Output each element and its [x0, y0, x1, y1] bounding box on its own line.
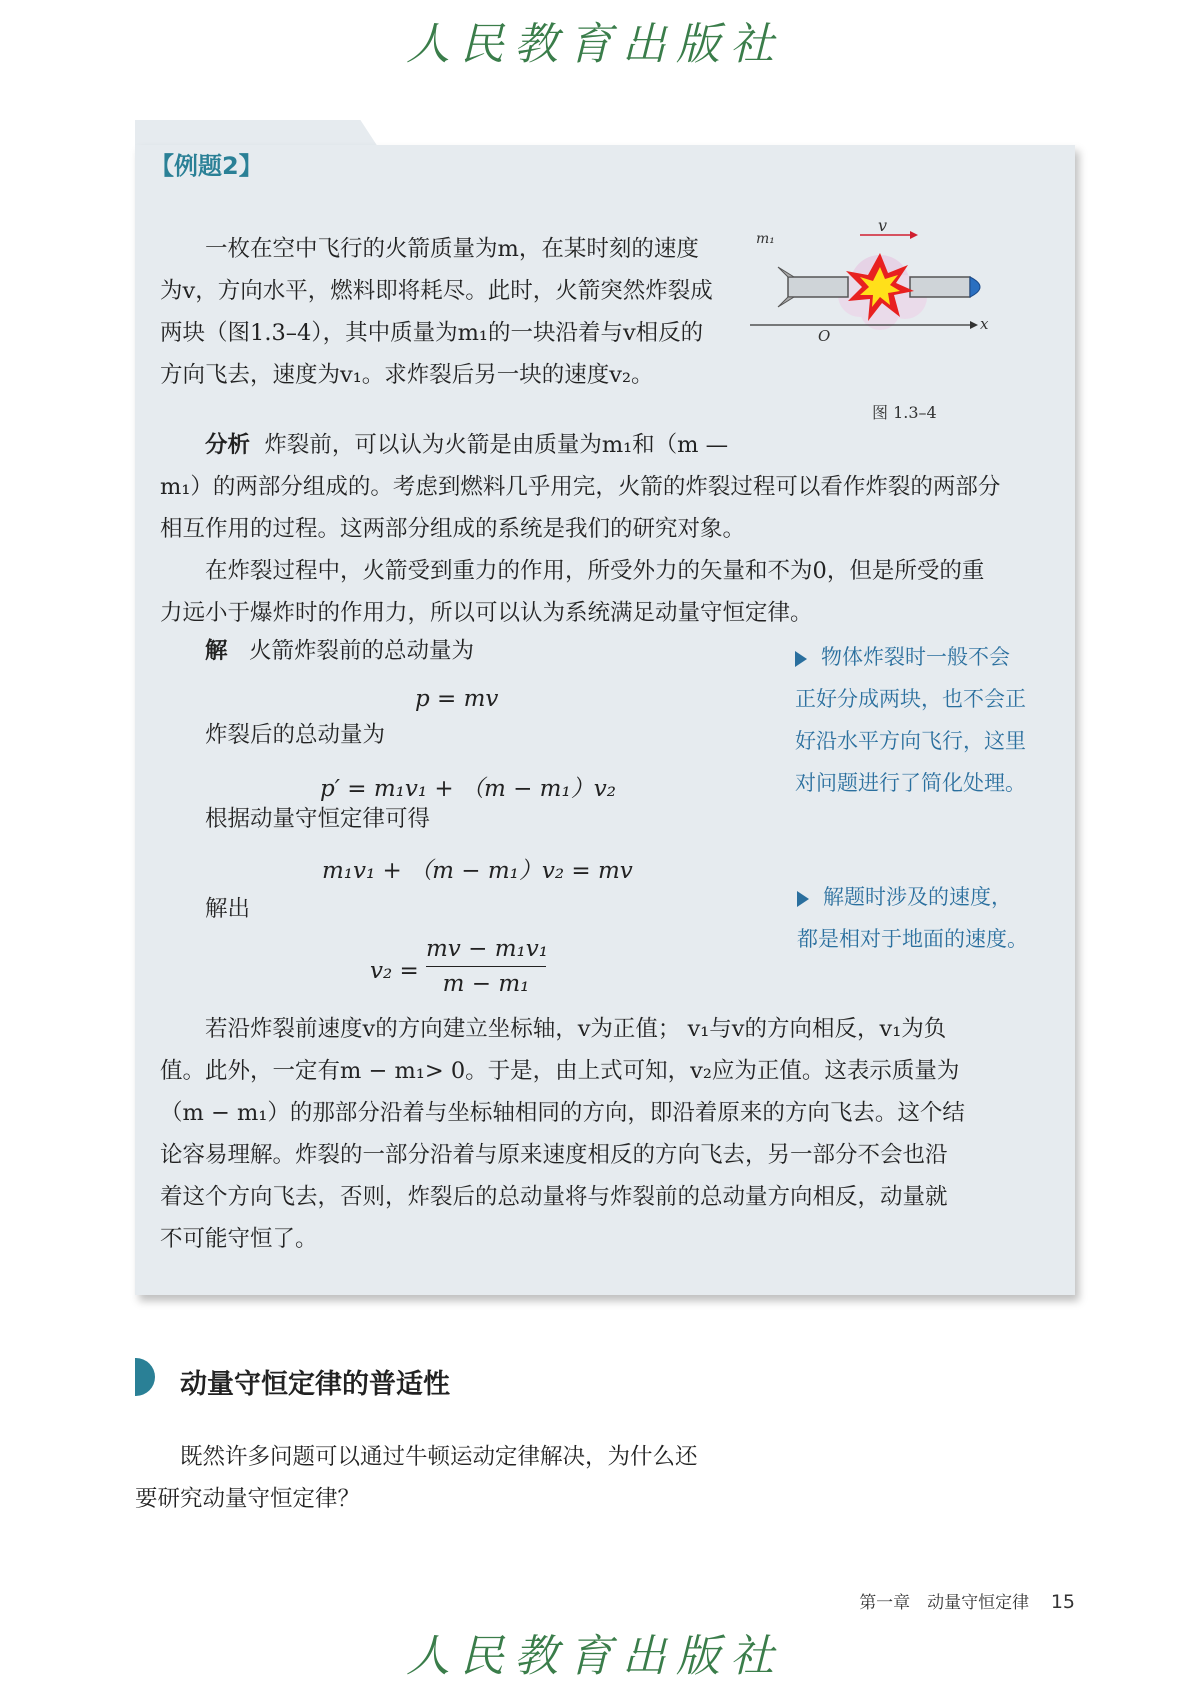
chapter-label: 第一章 动量守恒定律 — [859, 1593, 1030, 1613]
page-number: 15 — [1050, 1591, 1075, 1613]
rocket-left-piece — [778, 267, 848, 307]
conclusion-line: 论容易理解。炸裂的一部分沿着与原来速度相反的方向飞去，另一部分不会也沿 — [160, 1142, 948, 1168]
publisher-logo-bottom: 人民教育出版社 — [406, 1631, 784, 1682]
triangle-marker-icon — [797, 891, 809, 907]
side-note-line: 物体炸裂时一般不会 — [821, 645, 1010, 669]
label-origin: O — [818, 327, 831, 345]
fraction-bar — [426, 966, 546, 967]
analysis-line: 炸裂前，可以认为火箭是由质量为m₁和（m — — [264, 432, 729, 458]
analysis-label: 分析 — [205, 432, 251, 458]
analysis-line: 相互作用的过程。这两部分组成的系统是我们的研究对象。 — [160, 516, 746, 542]
section-marker-icon — [135, 1358, 155, 1396]
figure-caption: 图 1.3–4 — [872, 403, 937, 422]
analysis-line: 在炸裂过程中，火箭受到重力的作用，所受外力的矢量和不为0，但是所受的重 — [205, 558, 985, 584]
analysis-text — [160, 424, 1060, 634]
equation-4-lhs: v₂ = — [370, 958, 419, 984]
problem-line: 两块（图1.3–4），其中质量为m₁的一块沿着与v相反的 — [160, 320, 704, 346]
conclusion-line: 不可能守恒了。 — [160, 1226, 318, 1252]
after-label: 炸裂后的总动量为 — [205, 722, 386, 748]
conclusion-line: 着这个方向飞去，否则，炸裂后的总动量将与炸裂前的总动量方向相反，动量就 — [160, 1184, 948, 1210]
solution-intro-text: 火箭炸裂前的总动量为 — [248, 638, 474, 664]
analysis-line: m₁）的两部分组成的。考虑到燃料几乎用完，火箭的炸裂过程可以看作炸裂的两部分 — [160, 474, 1001, 500]
equation-1: p = mv — [415, 686, 499, 712]
solution-intro — [205, 630, 474, 672]
problem-line: 为v，方向水平，燃料即将耗尽。此时，火箭突然炸裂成 — [160, 278, 713, 304]
side-note-1 — [795, 636, 1055, 804]
section-body — [135, 1436, 755, 1520]
label-v: v — [878, 216, 888, 235]
side-note-line: 都是相对于地面的速度。 — [797, 927, 1028, 951]
conclusion-text — [160, 1008, 1060, 1260]
rocket-explosion-figure — [756, 216, 1020, 365]
solution-label: 解 — [205, 638, 228, 664]
side-note-2 — [797, 876, 1057, 960]
label-x: x — [980, 315, 989, 333]
section-title: 动量守恒定律的普适性 — [180, 1369, 450, 1400]
side-note-line: 好沿水平方向飞行，这里 — [795, 729, 1026, 753]
equation-4-numerator: mv − m₁v₁ — [426, 936, 548, 962]
problem-line: 一枚在空中飞行的火箭质量为m，在某时刻的速度 — [205, 236, 699, 262]
problem-text — [160, 228, 760, 396]
conclusion-line: 若沿炸裂前速度v的方向建立坐标轴，v为正值； v₁与v的方向相反，v₁为负 — [205, 1016, 947, 1042]
problem-line: 方向飞去，速度为v₁。求炸裂后另一块的速度v₂。 — [160, 362, 654, 388]
publisher-logo-top: 人民教育出版社 — [406, 19, 784, 70]
label-m1: m₁ — [756, 231, 775, 247]
analysis-line: 力远小于爆炸时的作用力，所以可以认为系统满足动量守恒定律。 — [160, 600, 813, 626]
triangle-marker-icon — [795, 651, 807, 667]
side-note-line: 对问题进行了简化处理。 — [795, 771, 1026, 795]
section-line: 要研究动量守恒定律？ — [135, 1486, 361, 1512]
conclusion-line: （m − m₁）的那部分沿着与坐标轴相同的方向，即沿着原来的方向飞去。这个结 — [160, 1100, 965, 1126]
page-footer — [859, 1588, 1075, 1613]
example-title: 【例题2】 — [150, 152, 263, 180]
law-label: 根据动量守恒定律可得 — [205, 806, 431, 832]
solve-label: 解出 — [205, 896, 251, 922]
section-line: 既然许多问题可以通过牛顿运动定律解决，为什么还 — [180, 1444, 698, 1470]
rocket-right-piece — [910, 277, 980, 297]
conclusion-line: 值。此外，一定有m − m₁> 0。于是，由上式可知，v₂应为正值。这表示质量为 — [160, 1058, 960, 1084]
equation-3: m₁v₁ + （m − m₁）v₂ = mv — [322, 858, 633, 884]
equation-4-denominator: m − m₁ — [442, 971, 530, 997]
side-note-line: 正好分成两块，也不会正 — [795, 687, 1026, 711]
equation-2: p′ = m₁v₁ + （m − m₁）v₂ — [320, 776, 616, 802]
side-note-line: 解题时涉及的速度， — [823, 885, 1012, 909]
